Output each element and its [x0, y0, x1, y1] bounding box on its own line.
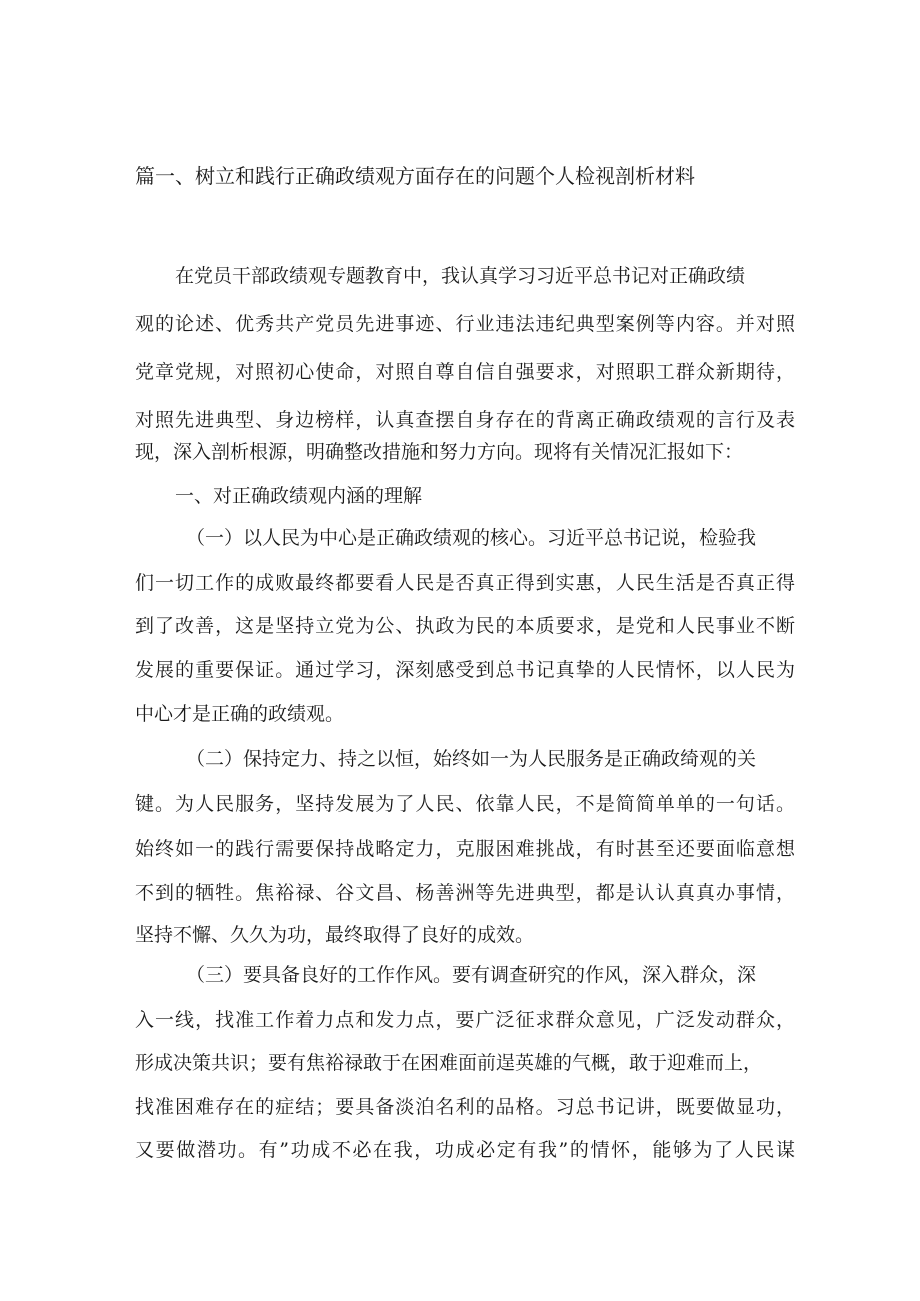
intro-line-5: 现，深入剖析根源，明确整改措施和努力方向。现将有关情况汇报如下：	[135, 441, 744, 463]
intro-line-2: 观的论述、优秀共产党员先进事迹、行业违法违纪典型案例等内容。并对照	[135, 313, 795, 335]
para2-line-5: 坚持不懈、久久为功，最终取得了良好的成效。	[135, 924, 535, 946]
para3-line-1: （三）要具备良好的工作作风。要有调查研究的作风，深入群众，深	[186, 964, 757, 986]
para2-line-4: 不到的牺牲。焦裕禄、谷文昌、杨善洲等先进典型，都是认认真真办事情，	[135, 882, 795, 904]
para1-line-5: 中心才是正确的政绩观。	[135, 703, 345, 725]
para3-line-4: 找准困难存在的症结；要具备淡泊名利的品格。习总书记讲，既要做显功，	[135, 1096, 795, 1118]
para3-line-3: 形成决策共识；要有焦裕禄敢于在困难面前逞英雄的气概，敢于迎难而上，	[135, 1052, 763, 1074]
section-heading: 一、对正确政绩观内涵的理解	[175, 485, 423, 507]
para2-line-1: （二）保持定力、持之以恒，始终如一为人民服务是正确政绮观的关	[186, 748, 757, 770]
para3-line-2: 入一线，找准工作着力点和发力点，要广泛征求群众意见，广泛发动群众，	[135, 1009, 795, 1031]
para1-line-3: 到了改善，这是坚持立党为公、执政为民的本质要求，是党和人民事业不断	[135, 615, 795, 637]
para3-line-5: 又要做潜功。有”功成不必在我，功成必定有我”的情怀，能够为了人民谋	[135, 1139, 795, 1161]
document-title: 篇一、树立和践行正确政绩观方面存在的问题个人检视剖析材料	[135, 164, 695, 188]
intro-line-3: 党章党规，对照初心使命，对照自尊自信自强要求，对照职工群众新期待，	[135, 361, 795, 383]
para2-line-2: 键。为人民服务，坚持发展为了人民、依靠人民，不是简简单单的一句话。	[135, 793, 795, 815]
intro-line-1: 在党员干部政绩观专题教育中，我认真学习习近平总书记对正确政绩	[175, 265, 746, 287]
para1-line-4: 发展的重要保证。通过学习，深刻感受到总书记真挚的人民情怀，以人民为	[135, 659, 795, 681]
para1-line-1: （一）以人民为中心是正确政绩观的核心。习近平总书记说，检验我	[186, 527, 757, 549]
para1-line-2: 们一切工作的成败最终都要看人民是否真正得到实惠，人民生活是否真正得	[135, 572, 795, 594]
intro-line-4: 对照先进典型、身边榜样，认真查摆自身存在的背离正确政绩观的言行及表	[135, 409, 795, 431]
para2-line-3: 始终如一的践行需要保持战略定力，克服困难挑战，有时甚至还要面临意想	[135, 838, 795, 860]
